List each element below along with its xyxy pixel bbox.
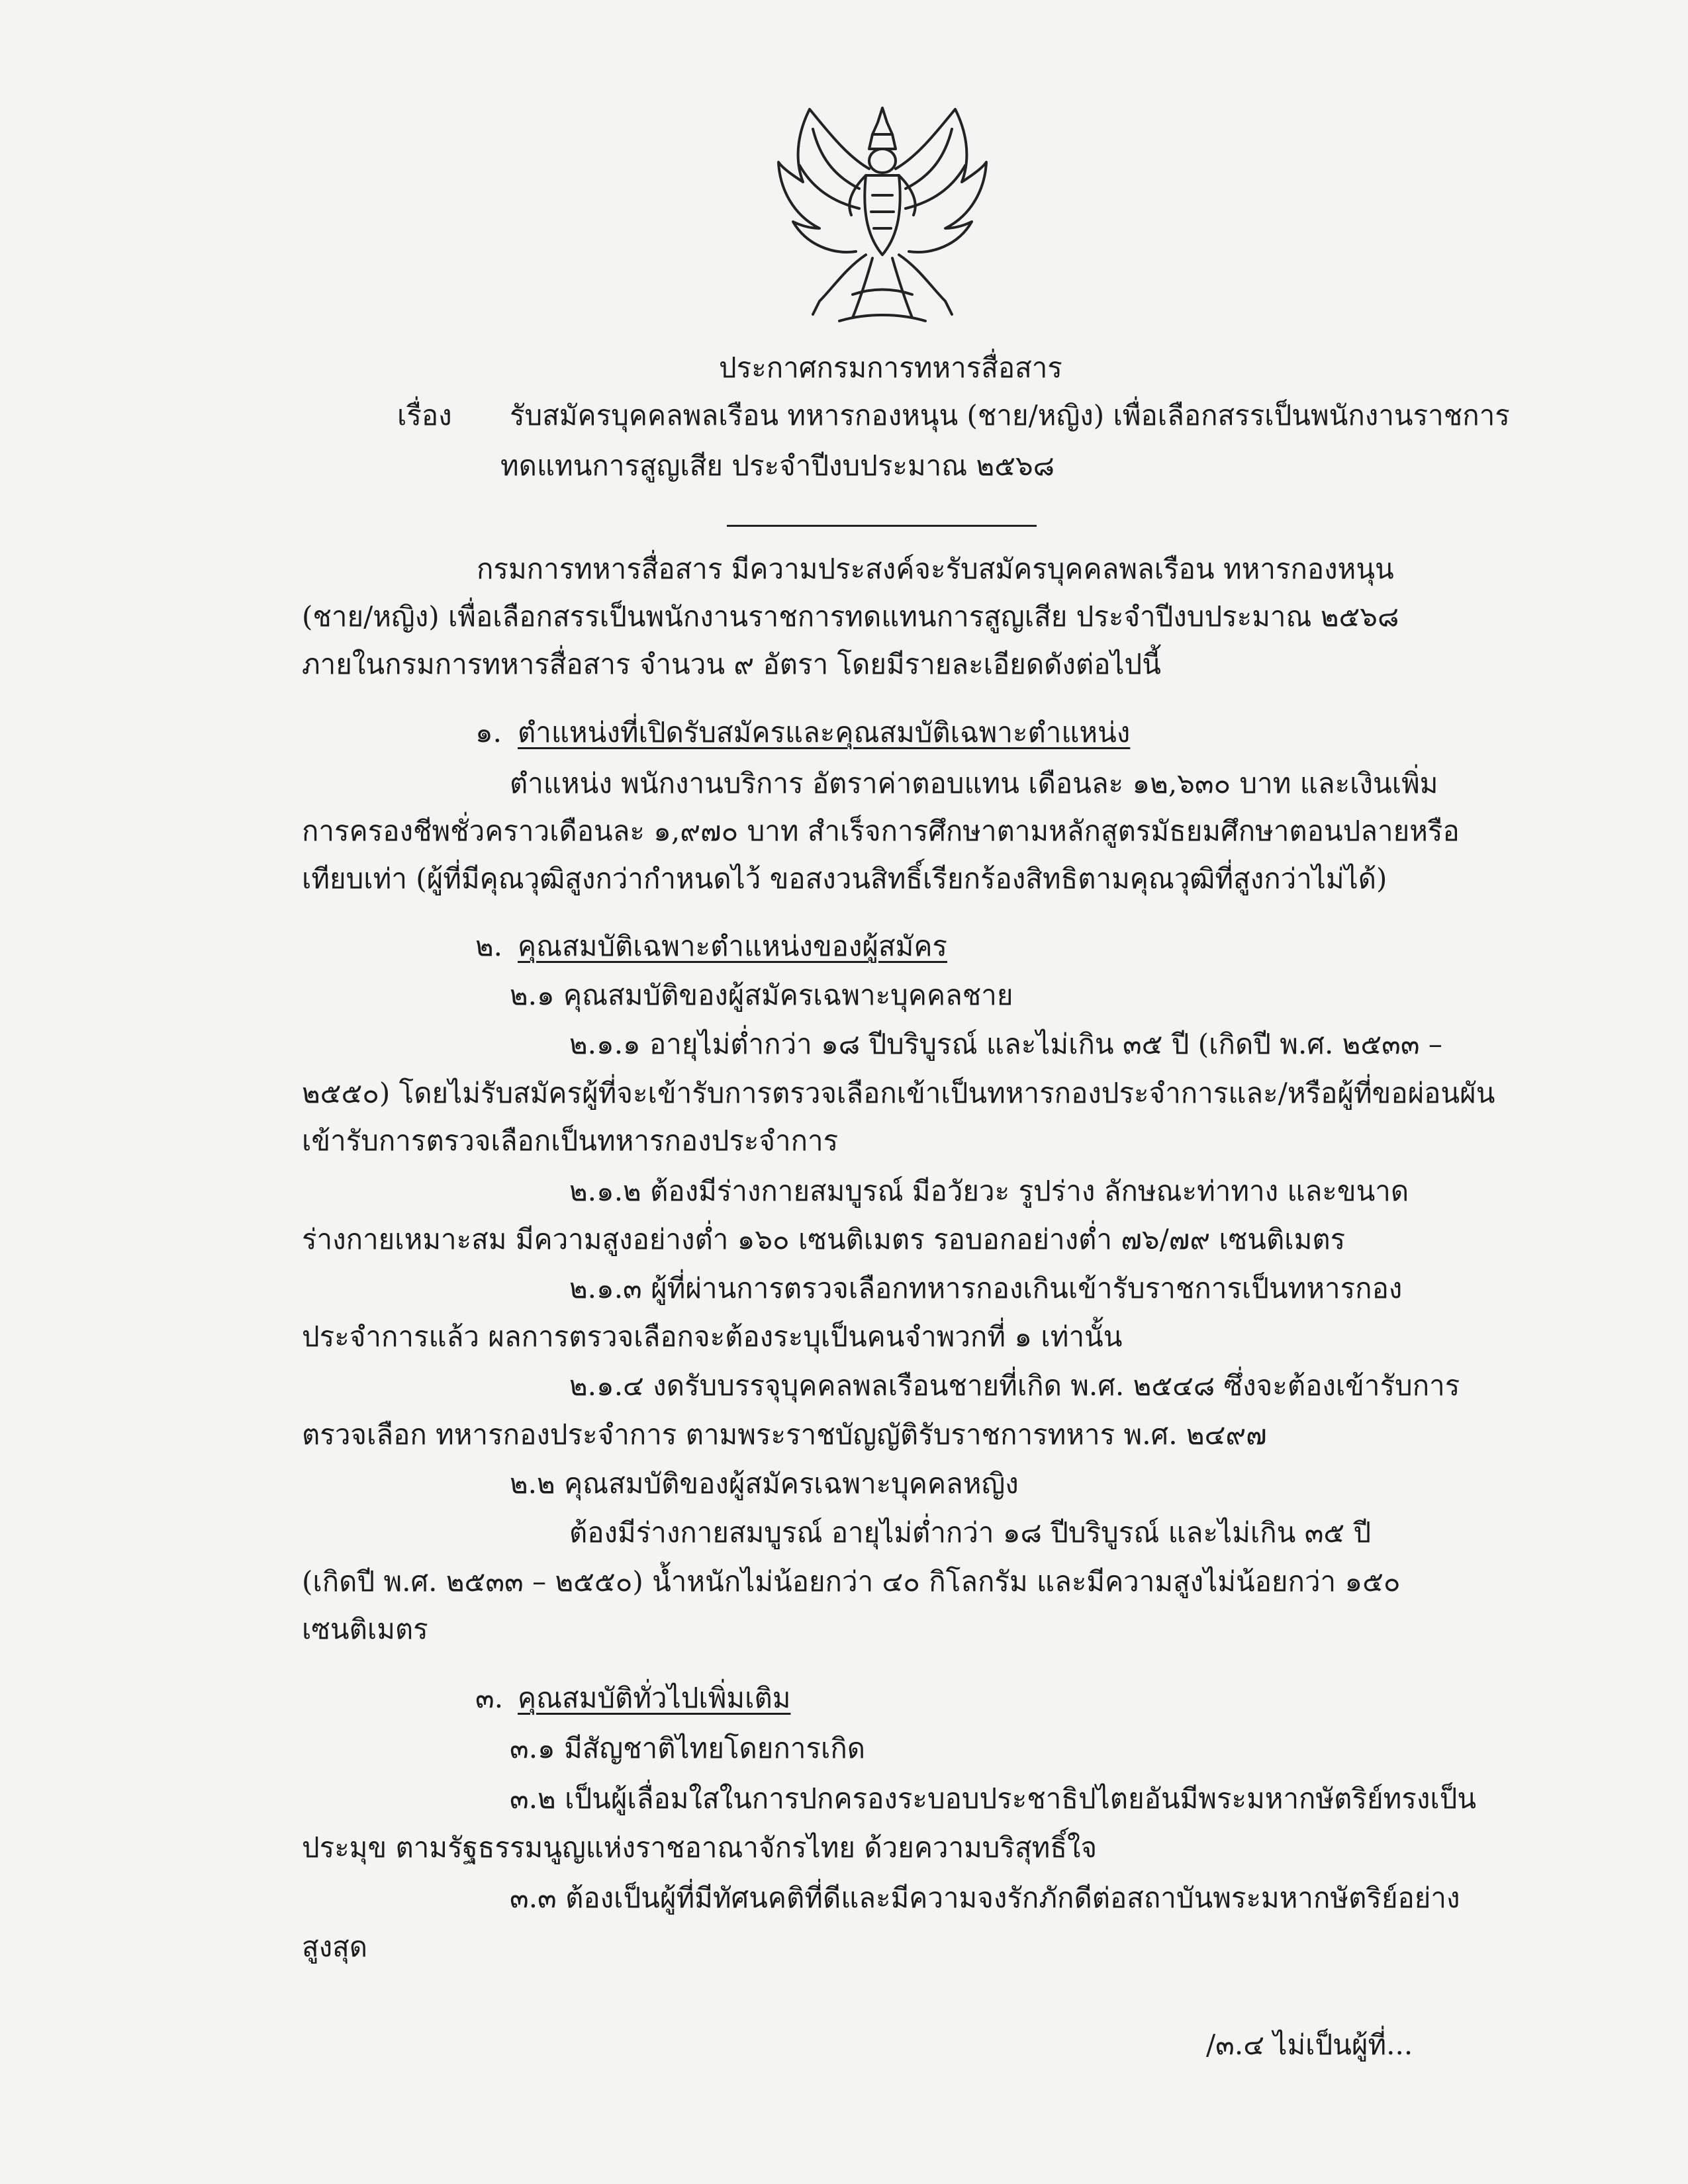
item-2-2-line-3: เซนติเมตร: [302, 1613, 428, 1645]
item-2-2-line-2: (เกิดปี พ.ศ. ๒๕๓๓ – ๒๕๕๐) น้ำหนักไม่น้อยกว่า ๔๐ กิโลกรัม และมีความสูงไม่น้อยกว่า ๑๕๐: [302, 1565, 1401, 1598]
item-2-2-line-1: ต้องมีร่างกายสมบูรณ์ อายุไม่ต่ำกว่า ๑๘ ปีบริบูรณ์ และไม่เกิน ๓๕ ปี: [569, 1516, 1372, 1549]
item-2-1-2-line-2: ร่างกายเหมาะสม มีความสูงอย่างต่ำ ๑๖๐ เซนติเมตร รอบอกอย่างต่ำ ๗๖/๗๙ เซนติเมตร: [302, 1223, 1346, 1255]
section3-heading: คุณสมบัติทั่วไปเพิ่มเติม: [518, 1682, 791, 1714]
item-2-1-1-line-2: ๒๕๕๐) โดยไม่รับสมัครผู้ที่จะเข้ารับการตรวจเลือกเข้าเป็นทหารกองประจำการและ/หรือผู้ที่ขอผ่อนผัน: [302, 1077, 1495, 1109]
section1-heading: ตำแหน่งที่เปิดรับสมัครและคุณสมบัติเฉพาะตำแหน่ง: [518, 716, 1131, 749]
item-2-1-3-line-1: ๒.๑.๓ ผู้ที่ผ่านการตรวจเลือกทหารกองเกินเข้ารับราชการเป็นทหารกอง: [569, 1272, 1403, 1304]
item-2-1-2-line-1: ๒.๑.๒ ต้องมีร่างกายสมบูรณ์ มีอวัยวะ รูปร่าง ลักษณะท่าทาง และขนาด: [569, 1175, 1409, 1207]
section2-1-heading: ๒.๑ คุณสมบัติของผู้สมัครเฉพาะบุคคลชาย: [510, 979, 1013, 1011]
intro-line-1: กรมการทหารสื่อสาร มีความประสงค์จะรับสมัครบุคคลพลเรือน ทหารกองหนุน: [477, 553, 1394, 585]
section2-2-heading: ๒.๒ คุณสมบัติของผู้สมัครเฉพาะบุคคลหญิง: [510, 1467, 1019, 1500]
item-2-1-4-line-1: ๒.๑.๔ งดรับบรรจุบุคคลพลเรือนชายที่เกิด พ.ศ. ๒๕๔๘ ซึ่งจะต้องเข้ารับการ: [569, 1369, 1460, 1402]
garuda-emblem-icon: [773, 103, 992, 328]
section2-heading: คุณสมบัติเฉพาะตำแหน่งของผู้สมัคร: [518, 930, 947, 962]
item-2-1-1-line-3: เข้ารับการตรวจเลือกเป็นทหารกองประจำการ: [302, 1124, 839, 1157]
intro-line-2: (ชาย/หญิง) เพื่อเลือกสรรเป็นพนักงานราชการทดแทนการสูญเสีย ประจำปีงบประมาณ ๒๕๖๘: [302, 600, 1399, 633]
announcement-title: ประกาศกรมการทหารสื่อสาร: [719, 351, 1062, 384]
item-3-3-line-2: สูงสุด: [302, 1931, 368, 1963]
title-divider: [727, 525, 1037, 527]
continuation-note: /๓.๔ ไม่เป็นผู้ที่...: [1206, 2028, 1413, 2061]
section1-number: ๑.: [475, 716, 502, 749]
item-3-3-line-1: ๓.๓ ต้องเป็นผู้ที่มีทัศนคติที่ดีและมีความจงรักภักดีต่อสถาบันพระมหากษัตริย์อย่าง: [510, 1882, 1460, 1914]
subject-line-2: ทดแทนการสูญเสีย ประจำปีงบประมาณ ๒๕๖๘: [500, 449, 1055, 482]
item-3-2-line-2: ประมุข ตามรัฐธรรมนูญแห่งราชอาณาจักรไทย ด้วยความบริสุทธิ์ใจ: [302, 1831, 1098, 1864]
item-3-2-line-1: ๓.๒ เป็นผู้เลื่อมใสในการปกครองระบอบประชาธิปไตยอันมีพระมหากษัตริย์ทรงเป็น: [510, 1782, 1477, 1815]
section1-line-3: เทียบเท่า (ผู้ที่มีคุณวุฒิสูงกว่ากำหนดไว้ ขอสงวนสิทธิ์เรียกร้องสิทธิตามคุณวุฒิที่สูงกว่าไม่ได้): [302, 862, 1387, 895]
subject-line-1: รับสมัครบุคคลพลเรือน ทหารกองหนุน (ชาย/หญิง) เพื่อเลือกสรรเป็นพนักงานราชการ: [510, 399, 1510, 432]
item-2-1-4-line-2: ตรวจเลือก ทหารกองประจำการ ตามพระราชบัญญัติรับราชการทหาร พ.ศ. ๒๔๙๗: [302, 1418, 1267, 1451]
section2-number: ๒.: [475, 930, 503, 962]
item-2-1-1-line-1: ๒.๑.๑ อายุไม่ต่ำกว่า ๑๘ ปีบริบูรณ์ และไม่เกิน ๓๕ ปี (เกิดปี พ.ศ. ๒๕๓๓ –: [569, 1028, 1442, 1060]
item-2-1-3-line-2: ประจำการแล้ว ผลการตรวจเลือกจะต้องระบุเป็นคนจำพวกที่ ๑ เท่านั้น: [302, 1320, 1123, 1353]
item-3-1: ๓.๑ มีสัญชาติไทยโดยการเกิด: [510, 1732, 866, 1764]
section1-line-1: ตำแหน่ง พนักงานบริการ อัตราค่าตอบแทน เดือนละ ๑๒,๖๓๐ บาท และเงินเพิ่ม: [510, 767, 1438, 799]
section1-line-2: การครองชีพชั่วคราวเดือนละ ๑,๙๗๐ บาท สำเร็จการศึกษาตามหลักสูตรมัธยมศึกษาตอนปลายหรือ: [302, 815, 1460, 847]
intro-line-3: ภายในกรมการทหารสื่อสาร จำนวน ๙ อัตรา โดยมีรายละเอียดดังต่อไปนี้: [302, 648, 1161, 680]
section3-number: ๓.: [475, 1682, 504, 1714]
subject-label: เรื่อง: [397, 399, 452, 432]
